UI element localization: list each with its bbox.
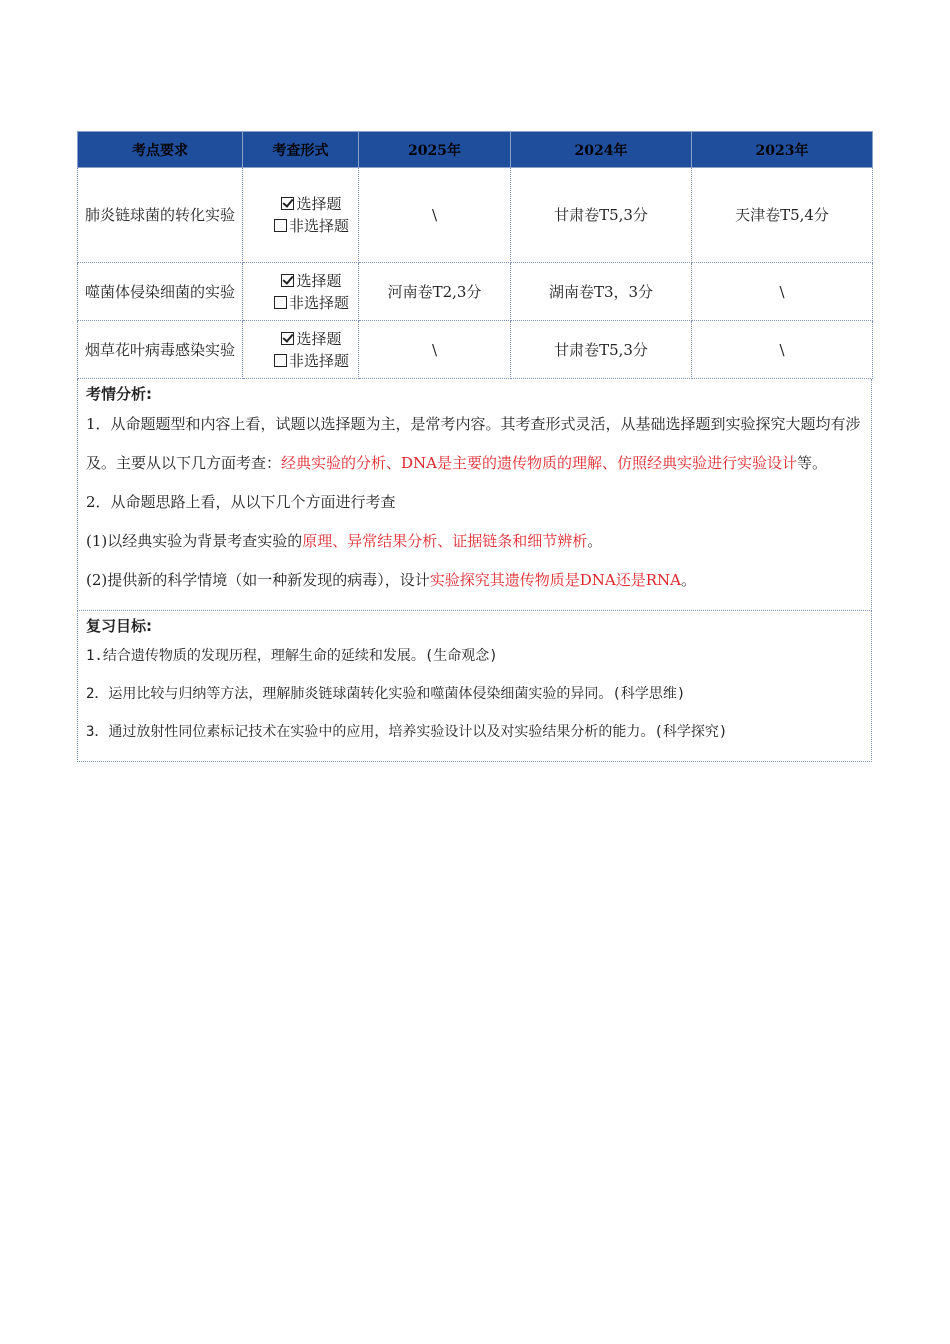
analysis-text: (1)以经典实验为背景考查实验的 bbox=[86, 532, 303, 550]
header-2025: 2025年 bbox=[359, 132, 511, 168]
cell-2025: \ bbox=[359, 168, 511, 263]
checked-box-icon bbox=[281, 274, 294, 287]
choice-label: 选择题 bbox=[296, 329, 342, 348]
non-choice-label: 非选择题 bbox=[288, 293, 349, 312]
checked-box-icon bbox=[281, 332, 294, 345]
non-choice-label: 非选择题 bbox=[288, 217, 349, 235]
analysis-paragraph bbox=[86, 522, 863, 561]
topic-cell: 肺炎链球菌的转化实验 bbox=[78, 168, 243, 263]
header-format: 考查形式 bbox=[243, 132, 359, 168]
format-cell bbox=[243, 321, 359, 379]
format-cell bbox=[243, 263, 359, 321]
analysis-text: 。 bbox=[681, 571, 697, 589]
analysis-paragraph: 2．从命题思路上看，从以下几个方面进行考查 bbox=[86, 493, 396, 511]
analysis-paragraph bbox=[86, 405, 863, 483]
header-2023: 2023年 bbox=[692, 132, 873, 168]
analysis-highlight: 原理、异常结果分析、证据链条和细节辨析 bbox=[302, 532, 588, 550]
cell-2024: 湖南卷T3，3分 bbox=[511, 263, 692, 321]
cell-2023: \ bbox=[692, 263, 873, 321]
choice-label: 选择题 bbox=[296, 195, 342, 213]
goal-item: 1.结合遗传物质的发现历程，理解生命的延续和发展。(生命观念) bbox=[86, 648, 498, 664]
cell-2023: \ bbox=[692, 321, 873, 379]
analysis-text: (2)提供新的科学情境（如一种新发现的病毒），设计 bbox=[86, 571, 430, 589]
analysis-paragraph bbox=[86, 561, 863, 600]
analysis-highlight: 经典实验的分析、DNA是主要的遗传物质的理解、仿照经典实验进行实验设计 bbox=[281, 454, 798, 472]
analysis-highlight: 实验探究其遗传物质是DNA还是RNA bbox=[429, 571, 681, 589]
table-header-row bbox=[78, 132, 873, 168]
table-row bbox=[78, 321, 873, 379]
choice-label: 选择题 bbox=[296, 271, 342, 290]
unchecked-box-icon bbox=[274, 354, 287, 367]
exam-table bbox=[77, 131, 873, 379]
unchecked-box-icon bbox=[274, 219, 287, 232]
table-row bbox=[78, 168, 873, 263]
header-topic: 考点要求 bbox=[78, 132, 243, 168]
goal-item: 3．通过放射性同位素标记技术在实验中的应用，培养实验设计以及对实验结果分析的能力。(科学探究) bbox=[86, 724, 728, 740]
cell-2025: 河南卷T2,3分 bbox=[359, 263, 511, 321]
cell-2024: 甘肃卷T5,3分 bbox=[511, 321, 692, 379]
header-2024: 2024年 bbox=[511, 132, 692, 168]
cell-2023: 天津卷T5,4分 bbox=[692, 168, 873, 263]
analysis-text: 等。 bbox=[797, 454, 828, 472]
unchecked-box-icon bbox=[274, 296, 287, 309]
checked-box-icon bbox=[281, 197, 294, 210]
format-cell bbox=[243, 168, 359, 263]
analysis-text: 1．从命题题型和内容上看，试题以选择题为主，是常考内容。其考查形式灵活，从基础选择题到实验探究大题均有涉及。主要从以下几方面考查： bbox=[86, 415, 861, 472]
goals-title: 复习目标: bbox=[86, 617, 152, 635]
goal-item: 2．运用比较与归纳等方法，理解肺炎链球菌转化实验和噬菌体侵染细菌实验的异同。(科学思维) bbox=[86, 686, 686, 702]
cell-2025: \ bbox=[359, 321, 511, 379]
topic-cell: 噬菌体侵染细菌的实验 bbox=[78, 263, 243, 321]
table-row bbox=[78, 263, 873, 321]
topic-cell: 烟草花叶病毒感染实验 bbox=[78, 321, 243, 379]
analysis-title: 考情分析: bbox=[86, 385, 152, 403]
cell-2024: 甘肃卷T5,3分 bbox=[511, 168, 692, 263]
goals-section bbox=[77, 611, 872, 762]
analysis-text: 。 bbox=[587, 532, 603, 550]
non-choice-label: 非选择题 bbox=[288, 351, 349, 370]
analysis-section bbox=[77, 379, 872, 611]
exam-overview bbox=[77, 131, 872, 762]
